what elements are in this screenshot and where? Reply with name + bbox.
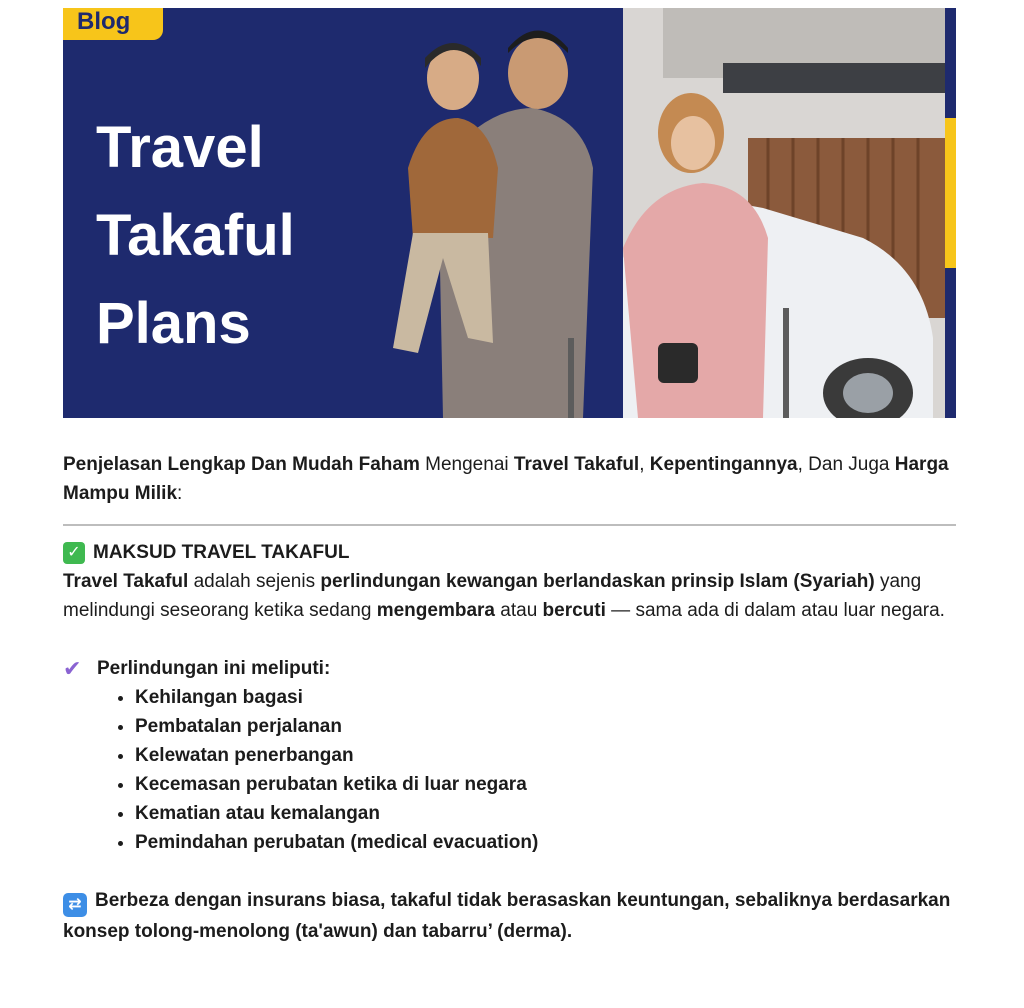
coverage-heading-text: Perlindungan ini meliputi: (97, 658, 331, 679)
difference-paragraph (63, 886, 956, 946)
blog-badge: Blog (63, 8, 163, 40)
intro-bold-phrase: Kepentingannya (649, 454, 798, 475)
list-item: • Pembatalan perjalanan (135, 712, 956, 741)
list-item: • Pemindahan perubatan (medical evacuation) (135, 828, 956, 857)
section-divider (63, 524, 956, 526)
intro-bold-phrase: Penjelasan Lengkap Dan Mudah Faham (63, 454, 420, 475)
list-item: • Kematian atau kemalangan (135, 799, 956, 828)
intro-text: , (639, 454, 650, 475)
hero-banner (63, 8, 956, 418)
definition-text: — sama ada di dalam atau luar negara. (605, 600, 945, 621)
repeat-button-icon: ⇄ (63, 893, 87, 917)
spacer (63, 625, 956, 654)
coverage-heading (63, 654, 956, 683)
list-item: • Kecemasan perubatan ketika di luar negara (135, 770, 956, 799)
definition-bold-phrase: bercuti (542, 600, 606, 621)
coverage-list (63, 683, 956, 857)
section-heading-text: MAKSUD TRAVEL TAKAFUL (93, 542, 350, 563)
list-item: • Kelewatan penerbangan (135, 741, 956, 770)
hero-title (96, 104, 386, 368)
definition-bold-phrase: Travel Takaful (63, 571, 189, 592)
definition-bold-phrase: mengembara (376, 600, 495, 621)
intro-text: , Dan Juga (797, 454, 895, 475)
section-heading (63, 538, 956, 567)
check-mark-button-icon: ✓ (63, 542, 85, 564)
hero-title-line: Takaful (96, 203, 295, 268)
hero-title-line: Plans (96, 291, 251, 356)
hero-title-line: Travel (96, 115, 264, 180)
intro-paragraph (63, 450, 956, 508)
article-body (63, 450, 956, 946)
difference-text: Berbeza dengan insurans biasa, takaful tidak berasaskan keuntungan, sebaliknya berdasarkan konsep tolong-menolong (ta'awun) dan tabarru’ (derma). (63, 890, 951, 942)
definition-bold-phrase: perlindungan kewangan berlandaskan prinsip Islam (Syariah) (320, 571, 875, 592)
intro-text: Mengenai (419, 454, 514, 475)
definition-paragraph (63, 567, 956, 625)
intro-bold-phrase: Harga Mampu Milik (63, 454, 949, 504)
intro-text: : (177, 483, 183, 504)
list-item: • Kehilangan bagasi (135, 683, 956, 712)
intro-bold-phrase: Travel Takaful (513, 454, 640, 475)
check-mark-icon: ✔ (63, 656, 82, 681)
definition-text: yang melindungi seseorang ketika sedang (63, 571, 922, 621)
spacer (63, 857, 956, 886)
definition-text: atau (495, 600, 543, 621)
definition-text: adalah sejenis (188, 571, 321, 592)
